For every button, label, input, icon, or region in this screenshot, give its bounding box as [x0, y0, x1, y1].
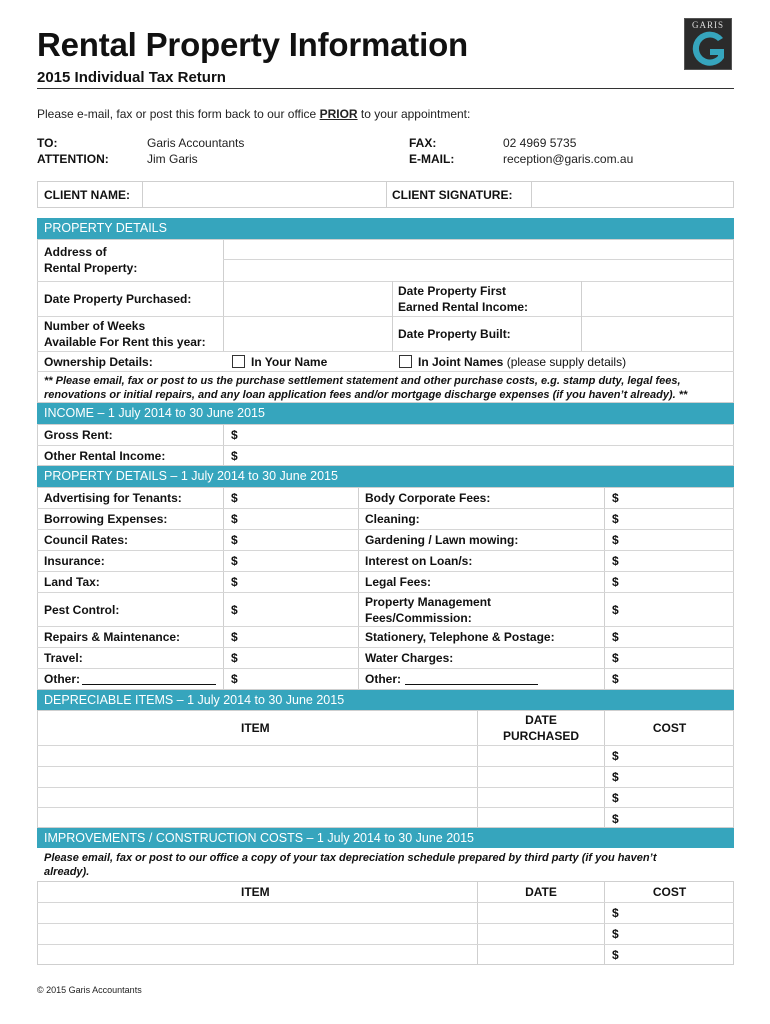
built-label: Date Property Built:: [398, 327, 511, 341]
legal-fees-label: Legal Fees:: [365, 575, 432, 589]
client-signature-field[interactable]: [532, 182, 733, 207]
stationery-dollar: $: [612, 630, 619, 644]
joint-names-text: [418, 354, 626, 370]
date-purchased-label: Date Property Purchased:: [44, 292, 192, 306]
weeks-label-2: Available For Rent this year:: [44, 335, 206, 349]
intro-before: Please e-mail, fax or post this form back to our office: [37, 107, 320, 121]
first-income-field[interactable]: [582, 282, 733, 315]
interest-dollar: $: [612, 554, 619, 568]
joint-names-note: (please supply details): [503, 355, 627, 369]
advertising-dollar: $: [231, 491, 238, 505]
insurance-label: Insurance:: [44, 554, 105, 568]
depreciable-date-header-2: PURCHASED: [502, 729, 579, 743]
client-name-label: CLIENT NAME:: [44, 188, 130, 202]
gross-rent-label: Gross Rent:: [44, 428, 113, 442]
garis-logo: [684, 18, 732, 70]
cleaning-dollar: $: [612, 512, 619, 526]
other-left-label: Other:: [44, 672, 80, 686]
date-purchased-field[interactable]: [224, 282, 391, 315]
other-income-field[interactable]: [242, 446, 732, 465]
other-left-dollar: $: [231, 672, 238, 686]
property-details-heading: PROPERTY DETAILS: [37, 218, 734, 239]
depreciable-dollar-4: $: [612, 812, 619, 826]
intro-text: [37, 107, 470, 121]
gross-rent-field[interactable]: [242, 425, 732, 444]
header-divider: [37, 88, 734, 89]
land-tax-label: Land Tax:: [44, 575, 100, 589]
borrowing-label: Borrowing Expenses:: [44, 512, 168, 526]
address-label-1: Address of: [44, 245, 107, 259]
pest-control-dollar: $: [231, 603, 238, 617]
to-label: TO:: [37, 136, 58, 150]
gardening-dollar: $: [612, 533, 619, 547]
property-management-label-1: Property Management: [365, 595, 492, 609]
improvements-dollar-3: $: [612, 948, 619, 962]
depreciable-date-header-1: DATE: [525, 713, 557, 727]
purchase-note-line-1: ** Please email, fax or post to us the purchase settlement statement and other purchase costs, e.g. stamp duty, legal fees,: [44, 375, 681, 387]
other-left-blank[interactable]: [82, 684, 216, 685]
travel-dollar: $: [231, 651, 238, 665]
depreciable-dollar-1: $: [612, 749, 619, 763]
stationery-label: Stationery, Telephone & Postage:: [365, 630, 555, 644]
attention-label: ATTENTION:: [37, 152, 109, 166]
improvements-dollar-1: $: [612, 906, 619, 920]
weeks-label-1: Number of Weeks: [44, 319, 146, 333]
depreciable-heading: DEPRECIABLE ITEMS – 1 July 2014 to 30 June 2015: [37, 690, 734, 710]
water-charges-dollar: $: [612, 651, 619, 665]
gross-rent-dollar: $: [231, 428, 238, 442]
advertising-label: Advertising for Tenants:: [44, 491, 182, 505]
body-corporate-label: Body Corporate Fees:: [365, 491, 491, 505]
expenses-heading: PROPERTY DETAILS – 1 July 2014 to 30 June 2015: [37, 466, 734, 487]
built-field[interactable]: [582, 317, 733, 350]
property-management-dollar: $: [612, 603, 619, 617]
depreciable-dollar-2: $: [612, 770, 619, 784]
email-value: reception@garis.com.au: [503, 152, 634, 166]
intro-prior: PRIOR: [319, 107, 358, 121]
improvements-dollar-2: $: [612, 927, 619, 941]
council-rates-label: Council Rates:: [44, 533, 129, 547]
email-label: E-MAIL:: [409, 152, 455, 166]
other-right-dollar: $: [612, 672, 619, 686]
logo-text: GARIS: [691, 20, 724, 30]
address-field[interactable]: [224, 240, 733, 280]
fax-value: 02 4969 5735: [503, 136, 577, 150]
insurance-dollar: $: [231, 554, 238, 568]
income-heading: INCOME – 1 July 2014 to 30 June 2015: [37, 403, 734, 424]
client-name-field[interactable]: [143, 182, 385, 207]
first-income-label-1: Date Property First: [398, 284, 507, 298]
cleaning-label: Cleaning:: [365, 512, 420, 526]
body-corporate-dollar: $: [612, 491, 619, 505]
land-tax-dollar: $: [231, 575, 238, 589]
gardening-label: Gardening / Lawn mowing:: [365, 533, 519, 547]
pest-control-label: Pest Control:: [44, 603, 120, 617]
depreciable-dollar-3: $: [612, 791, 619, 805]
other-income-label: Other Rental Income:: [44, 449, 166, 463]
page-subtitle: 2015 Individual Tax Return: [37, 69, 226, 86]
repairs-label: Repairs & Maintenance:: [44, 630, 181, 644]
improvements-heading: IMPROVEMENTS / CONSTRUCTION COSTS – 1 July 2014 to 30 June 2015: [37, 828, 734, 848]
ownership-label: Ownership Details:: [44, 355, 153, 369]
other-right-label: Other:: [365, 672, 401, 686]
borrowing-dollar: $: [231, 512, 238, 526]
other-right-blank[interactable]: [405, 684, 538, 685]
travel-label: Travel:: [44, 651, 83, 665]
purchase-note-line-2: renovations or initial repairs, and any loan application fees and/or mortgage discharge expenses (if you haven’t already). **: [44, 389, 688, 401]
address-label-2: Rental Property:: [44, 261, 138, 275]
footer-copyright: © 2015 Garis Accountants: [37, 985, 142, 995]
own-name-checkbox[interactable]: [232, 355, 245, 368]
improvements-note-line-1: Please email, fax or post to our office a copy of your tax depreciation schedule prepared by third party (if you haven’t: [44, 852, 657, 864]
to-value: Garis Accountants: [147, 136, 245, 150]
own-name-label: In Your Name: [251, 355, 328, 369]
joint-names-label: In Joint Names: [418, 355, 504, 369]
water-charges-label: Water Charges:: [365, 651, 454, 665]
page-title: Rental Property Information: [37, 26, 468, 63]
property-management-label-2: Fees/Commission:: [365, 611, 472, 625]
joint-names-checkbox[interactable]: [399, 355, 412, 368]
first-income-label-2: Earned Rental Income:: [398, 300, 529, 314]
attention-value: Jim Garis: [147, 152, 198, 166]
depreciable-item-header: ITEM: [241, 721, 270, 735]
weeks-field[interactable]: [224, 317, 391, 350]
interest-label: Interest on Loan/s:: [365, 554, 473, 568]
fax-label: FAX:: [409, 136, 437, 150]
council-rates-dollar: $: [231, 533, 238, 547]
other-income-dollar: $: [231, 449, 238, 463]
legal-fees-dollar: $: [612, 575, 619, 589]
improvements-note-line-2: already).: [44, 866, 90, 878]
improvements-item-header: ITEM: [241, 885, 270, 899]
improvements-date-header: DATE: [525, 885, 557, 899]
improvements-cost-header: COST: [652, 885, 687, 899]
client-signature-label: CLIENT SIGNATURE:: [392, 188, 513, 202]
repairs-dollar: $: [231, 630, 238, 644]
intro-after: to your appointment:: [357, 107, 471, 121]
depreciable-cost-header: COST: [652, 721, 687, 735]
logo-g-mark: [689, 30, 729, 68]
